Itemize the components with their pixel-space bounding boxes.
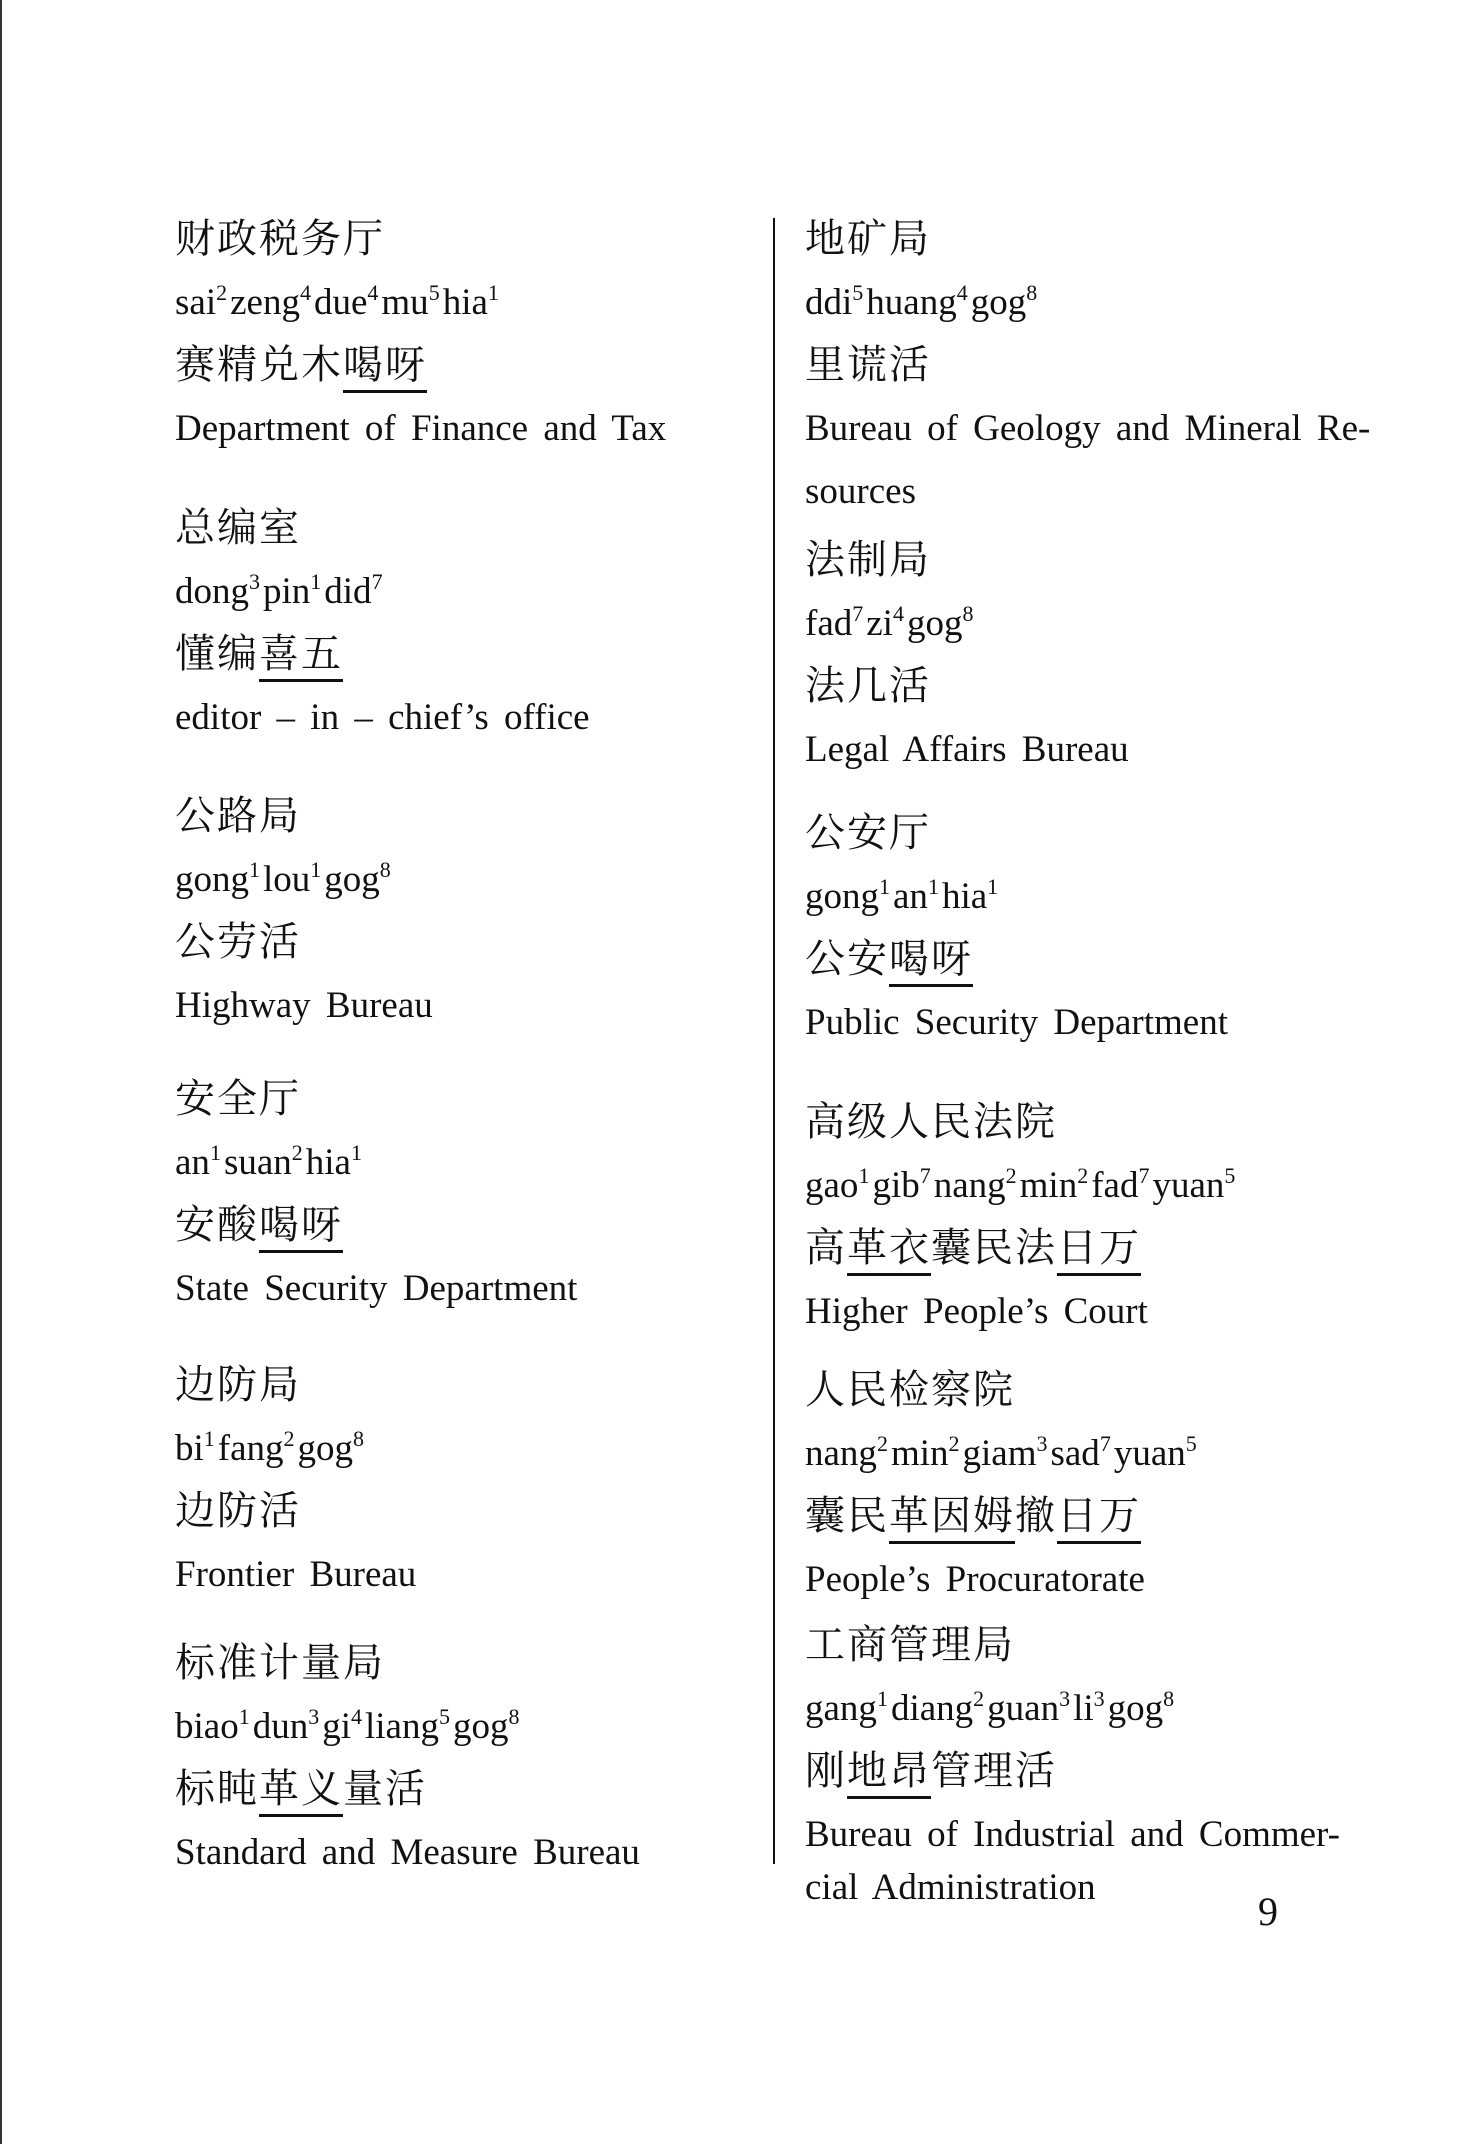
entry-heading: 标准计量局	[175, 1640, 385, 1686]
pinyin-syllable: guan	[987, 1688, 1060, 1729]
tone-number: 2	[1005, 1163, 1017, 1188]
pinyin-syllable: gog	[1107, 1688, 1164, 1729]
glossary-entry	[805, 1359, 1200, 1611]
pinyin-syllable: liang	[364, 1706, 439, 1747]
entry-pinyin	[175, 848, 433, 911]
entry-english: Highway Bureau	[175, 985, 433, 1026]
pinyin-syllable: bi	[175, 1428, 204, 1469]
entry-pinyin	[175, 1417, 416, 1480]
dialect-segment: 里谎活	[805, 342, 931, 388]
tone-number: 1	[249, 857, 260, 882]
underlined-segment: 日万	[1057, 1225, 1141, 1276]
tone-number: 8	[508, 1704, 520, 1729]
dialect-segment: 懂编	[175, 631, 259, 677]
pinyin-syllable: yuan	[1113, 1433, 1186, 1474]
dialect-segment: 公安	[805, 936, 889, 982]
entry-pinyin	[805, 865, 1228, 928]
tone-number: 7	[371, 569, 383, 594]
entry-pinyin	[175, 271, 666, 334]
underlined-segment: 革衣	[847, 1225, 931, 1276]
pinyin-syllable: biao	[175, 1706, 239, 1747]
tone-number: 3	[1093, 1686, 1105, 1711]
entry-english: Frontier Bureau	[175, 1554, 417, 1595]
dialect-segment: 边防活	[175, 1488, 301, 1534]
tone-number: 1	[209, 1140, 221, 1165]
tone-number: 1	[987, 874, 999, 899]
entry-english: Legal Affairs Bureau	[805, 729, 1129, 770]
pinyin-syllable: gao	[805, 1165, 859, 1206]
entry-heading: 高级人民法院	[805, 1099, 1057, 1145]
pinyin-syllable: gong	[805, 876, 879, 917]
pinyin-syllable: diang	[890, 1688, 974, 1729]
pinyin-syllable: fang	[217, 1428, 284, 1469]
tone-number: 4	[892, 601, 904, 626]
pinyin-syllable: gib	[872, 1165, 920, 1206]
pinyin-syllable: fad	[805, 603, 853, 644]
pinyin-syllable: hia	[442, 282, 488, 323]
entry-english: Higher People’s Court	[805, 1291, 1148, 1332]
glossary-entry	[175, 497, 590, 749]
entry-dialect-transcription	[175, 334, 666, 397]
entry-dialect-transcription	[805, 1740, 1340, 1803]
entry-english: People’s Procuratorate	[805, 1559, 1145, 1600]
underlined-segment: 喝呀	[259, 1202, 343, 1253]
pinyin-syllable: gog	[970, 282, 1027, 323]
pinyin-syllable: min	[890, 1433, 949, 1474]
tone-number: 1	[927, 874, 939, 899]
dialect-segment: 安酸	[175, 1202, 259, 1248]
entry-heading: 财政税务厅	[175, 216, 385, 262]
pinyin-syllable: lou	[263, 859, 311, 900]
pinyin-syllable: hia	[305, 1142, 351, 1183]
entry-pinyin	[175, 560, 590, 623]
tone-number: 2	[216, 280, 228, 305]
pinyin-syllable: nang	[933, 1165, 1006, 1206]
tone-number: 8	[353, 1426, 365, 1451]
dialect-segment: 囊民法	[931, 1225, 1057, 1271]
tone-number: 3	[1059, 1686, 1071, 1711]
tone-number: 1	[238, 1704, 250, 1729]
tone-number: 2	[1077, 1163, 1089, 1188]
pinyin-syllable: yuan	[1152, 1165, 1225, 1206]
pinyin-syllable: suan	[223, 1142, 292, 1183]
underlined-segment: 革因姆	[889, 1493, 1015, 1544]
pinyin-syllable: min	[1019, 1165, 1078, 1206]
entry-pinyin	[805, 1422, 1200, 1485]
pinyin-syllable: mu	[381, 282, 429, 323]
entry-dialect-transcription	[805, 1485, 1200, 1548]
entry-english: sources	[805, 471, 916, 512]
entry-dialect-transcription	[175, 1480, 416, 1543]
entry-english: Public Security Department	[805, 1002, 1229, 1043]
pinyin-syllable: dong	[175, 571, 249, 612]
tone-number: 5	[852, 280, 864, 305]
tone-number: 5	[1185, 1431, 1197, 1456]
pinyin-syllable: hia	[941, 876, 988, 917]
tone-number: 1	[350, 1140, 362, 1165]
pinyin-syllable: an	[893, 876, 928, 917]
entry-dialect-transcription	[805, 928, 1228, 991]
underlined-segment: 日万	[1057, 1493, 1141, 1544]
dialect-segment: 撤	[1015, 1493, 1057, 1539]
dialect-segment: 刚	[805, 1748, 847, 1794]
entry-heading: 人民检察院	[805, 1367, 1015, 1413]
tone-number: 2	[283, 1426, 295, 1451]
tone-number: 4	[956, 280, 968, 305]
tone-number: 5	[428, 280, 440, 305]
pinyin-syllable: zeng	[230, 282, 300, 323]
pinyin-syllable: huang	[866, 282, 957, 323]
page-number: 9	[1258, 1889, 1278, 1934]
tone-number: 8	[962, 601, 974, 626]
pinyin-syllable: pin	[263, 571, 311, 612]
dialect-segment: 法几活	[805, 663, 931, 709]
entry-pinyin	[805, 592, 1129, 655]
tone-number: 5	[438, 1704, 450, 1729]
pinyin-syllable: gog	[906, 603, 963, 644]
glossary-entry	[175, 785, 433, 1037]
entry-pinyin	[805, 1154, 1238, 1217]
entry-heading: 安全厅	[175, 1076, 301, 1122]
pinyin-syllable: gog	[297, 1428, 354, 1469]
entry-dialect-transcription	[805, 655, 1129, 718]
entry-heading: 公安厅	[805, 810, 931, 856]
entry-dialect-transcription	[175, 1758, 640, 1821]
pinyin-syllable: ddi	[805, 282, 853, 323]
underlined-segment: 地昂	[847, 1748, 931, 1799]
entry-english: Bureau of Geology and Mineral Re-	[805, 408, 1371, 449]
dialect-segment: 量活	[343, 1766, 427, 1812]
pinyin-syllable: due	[313, 282, 368, 323]
dialect-segment: 标盹	[175, 1766, 259, 1812]
entry-heading: 地矿局	[805, 216, 931, 262]
page-edge	[0, 0, 2, 2144]
glossary-entry	[805, 802, 1228, 1054]
tone-number: 1	[858, 1163, 870, 1188]
tone-number: 1	[876, 1686, 888, 1711]
pinyin-syllable: gog	[324, 859, 380, 900]
tone-number: 1	[310, 857, 322, 882]
glossary-entry	[805, 529, 1129, 781]
tone-number: 3	[1036, 1431, 1048, 1456]
pinyin-syllable: dun	[252, 1706, 309, 1747]
pinyin-syllable: zi	[866, 603, 893, 644]
underlined-segment: 喝呀	[343, 342, 427, 393]
pinyin-syllable: gog	[452, 1706, 509, 1747]
glossary-entry	[175, 1068, 577, 1320]
pinyin-syllable: nang	[805, 1433, 877, 1474]
dialect-segment: 公劳活	[175, 919, 301, 965]
entry-dialect-transcription	[175, 1194, 577, 1257]
dialect-segment: 赛精兑木	[175, 342, 343, 388]
entry-heading: 公路局	[175, 793, 301, 839]
tone-number: 7	[1138, 1163, 1150, 1188]
pinyin-syllable: li	[1073, 1688, 1094, 1729]
pinyin-syllable: sad	[1050, 1433, 1100, 1474]
underlined-segment: 喜五	[259, 631, 343, 682]
entry-english: Department of Finance and Tax	[175, 408, 667, 449]
entry-pinyin	[175, 1131, 577, 1194]
tone-number: 7	[919, 1163, 931, 1188]
pinyin-syllable: giam	[962, 1433, 1037, 1474]
column-divider	[773, 218, 775, 1864]
glossary-entry	[175, 1354, 416, 1606]
tone-number: 7	[1099, 1431, 1111, 1456]
glossary-entry	[805, 1091, 1238, 1343]
tone-number: 4	[367, 280, 379, 305]
tone-number: 8	[1026, 280, 1038, 305]
tone-number: 2	[876, 1431, 888, 1456]
glossary-entry	[175, 208, 666, 460]
entry-pinyin	[805, 271, 1370, 334]
tone-number: 8	[379, 857, 391, 882]
entry-pinyin	[805, 1677, 1340, 1740]
pinyin-syllable: gong	[175, 859, 249, 900]
pinyin-syllable: an	[175, 1142, 210, 1183]
pinyin-syllable: fad	[1091, 1165, 1139, 1206]
tone-number: 4	[299, 280, 311, 305]
underlined-segment: 喝呀	[889, 936, 973, 987]
entry-dialect-transcription	[805, 1217, 1238, 1280]
entry-pinyin	[175, 1695, 640, 1758]
entry-english: Bureau of Industrial and Commer-	[805, 1814, 1340, 1855]
entry-english: Standard and Measure Bureau	[175, 1832, 640, 1873]
entry-english: editor – in – chief’s office	[175, 697, 590, 738]
glossary-entry	[805, 208, 1370, 523]
tone-number: 8	[1163, 1686, 1175, 1711]
entry-dialect-transcription	[805, 334, 1370, 397]
dialect-segment: 高	[805, 1225, 847, 1271]
dialect-segment: 管理活	[931, 1748, 1057, 1794]
entry-english: State Security Department	[175, 1268, 578, 1309]
pinyin-syllable: sai	[175, 282, 217, 323]
tone-number: 1	[487, 280, 499, 305]
tone-number: 1	[879, 874, 890, 899]
pinyin-syllable: gang	[805, 1688, 877, 1729]
glossary-entry	[175, 1632, 640, 1884]
tone-number: 2	[291, 1140, 303, 1165]
dialect-segment: 囊民	[805, 1493, 889, 1539]
entry-dialect-transcription	[175, 623, 590, 686]
tone-number: 3	[249, 569, 260, 594]
tone-number: 4	[350, 1704, 362, 1729]
tone-number: 1	[203, 1426, 215, 1451]
pinyin-syllable: gi	[322, 1706, 351, 1747]
underlined-segment: 革义	[259, 1766, 343, 1817]
tone-number: 1	[310, 569, 322, 594]
tone-number: 7	[852, 601, 864, 626]
entry-heading: 总编室	[175, 505, 301, 551]
tone-number: 2	[973, 1686, 985, 1711]
tone-number: 3	[308, 1704, 320, 1729]
entry-heading: 法制局	[805, 537, 931, 583]
entry-heading: 工商管理局	[805, 1622, 1015, 1668]
pinyin-syllable: did	[324, 571, 372, 612]
tone-number: 2	[948, 1431, 960, 1456]
tone-number: 5	[1224, 1163, 1236, 1188]
entry-dialect-transcription	[175, 911, 433, 974]
entry-english: cial Administration	[805, 1867, 1096, 1908]
glossary-entry	[805, 1614, 1340, 1910]
entry-heading: 边防局	[175, 1362, 301, 1408]
